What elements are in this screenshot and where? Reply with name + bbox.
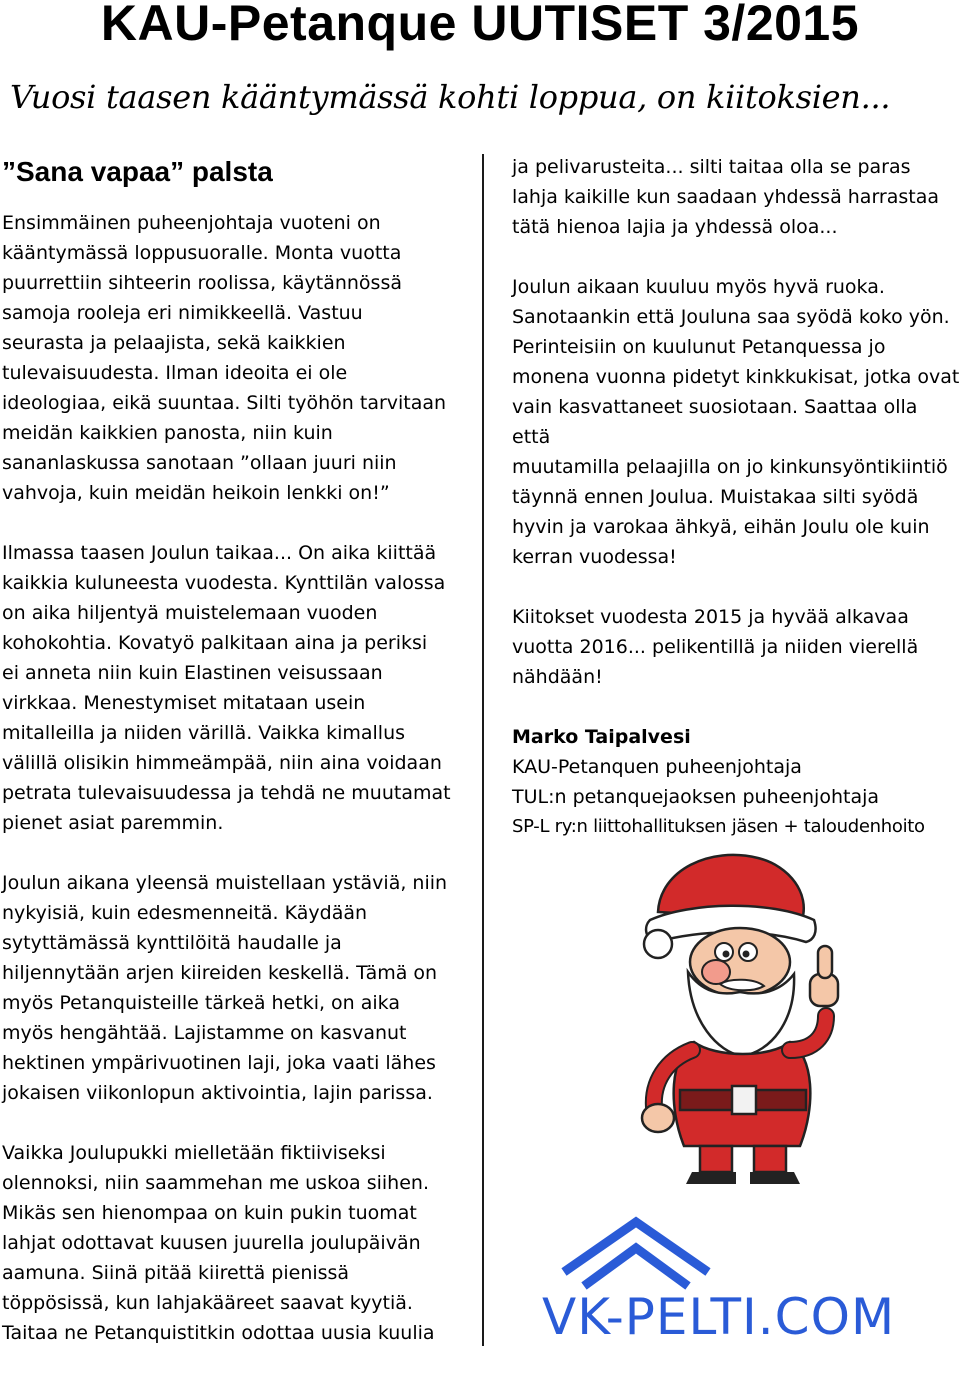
signature-role: SP-L ry:n liittohallituksen jäsen + taloudenhoito [512,816,925,837]
signature-role: TUL:n petanquejaoksen puheenjohtaja [512,786,880,808]
vk-pelti-logo [540,1216,930,1346]
paragraph: Joulun aikana yleensä muistellaan ystäviä, niin nykyisiä, kuin edesmenneitä. Käydään sytyttämässä kynttilöitä haudalle ja hiljennytään arjen kiireiden keskellä. Tämä on myös Petanquisteille tärkeä hetki, on aika myös hengähtää. Lajistamme on kasvanut hektinen ympärivuotinen laji, joka vaati lähes jokaisen viikonlopun aktivointia, lajin parissa. [2,872,448,1104]
paragraph: Kiitokset vuodesta 2015 ja hyvää alkavaa vuotta 2016... pelikentillä ja niiden vierellä nähdään! [512,606,919,688]
paragraph: ja pelivarusteita... silti taitaa olla se paras lahja kaikille kun saadaan yhdessä harrastaa tätä hienoa lajia ja yhdessä oloa... [512,156,940,238]
page-subtitle: Vuosi taasen kääntymässä kohti loppua, on kiitoksien... [10,78,891,116]
santa-claus-illustration [630,846,860,1186]
paragraph: Ilmassa taasen Joulun taikaa... On aika kiittää kaikkia kuluneesta vuodesta. Kynttilän valossa on aika hiljentyä muistelemaan vuoden kohokohtia. Kovatyö palkitaan aina ja periksi ei anneta niin kuin Elastinen veisussaan virkkaa. Menestymiset mitataan usein mitalleilla ja niiden värillä. Vaikka kimallus välillä olisikin himmeämpää, niin aina voidaan petrata tulevaisuudessa ja tehdä ne muutamat pienet asiat paremmin. [2,542,451,834]
column-heading: ”Sana vapaa” palsta [2,156,273,187]
logo-text: VK-PELTI.COM [542,1288,896,1346]
left-column [2,150,472,1378]
signature-name: Marko Taipalvesi [512,726,691,748]
paragraph: Vaikka Joulupukki mielletään fiktiiviseksi olennoksi, niin saammehan me uskoa siihen. Mikäs sen hienompaa on kuin pukin tuomat lahjat odottavat kuusen juurella joulupäivän aamuna. Siinä pitää kiirettä pienissä töppösissä, kun lahjakääreet saavat kyytiä. Taitaa ne Petanquistitkin odottaa uusia kuulia [2,1142,435,1344]
signature-block [512,722,960,842]
paragraph: Ensimmäinen puheenjohtaja vuoteni on kääntymässä loppusuoralle. Monta vuotta puurrettiin sihteerin roolissa, käytännössä samoja rooleja eri nimikkeellä. Vastuu seurasta ja pelaajista, sekä kaikkien tulevaisuudesta. Ilman ideoita ei ole ideologiaa, eikä suuntaa. Silti työhön tarvitaan meidän kaikkien panosta, niin kuin sananlaskussa sanotaan ”ollaan juuri niin vahvoja, kuin meidän heikoin lenkki on!” [2,212,447,504]
signature-role: KAU-Petanquen puheenjohtaja [512,756,802,778]
paragraph: Joulun aikaan kuuluu myös hyvä ruoka. Sanotaankin että Jouluna saa syödä koko yön. Perinteisiin on kuulunut Petanquessa jo monena vuonna pidetyt kinkkukisat, jotka ovat vain kasvattaneet suosiotaan. Saattaa olla että muutamilla pelaajilla on jo kinkunsyöntikiintiö täynnä ennen Joulua. Muistakaa silti syödä hyvin ja varokaa ähkyä, eihän Joulu ole kuin kerran vuodessa! [512,276,960,568]
right-column [512,152,960,842]
page-title: KAU-Petanque UUTISET 3/2015 [100,0,860,51]
column-divider [482,154,484,1346]
